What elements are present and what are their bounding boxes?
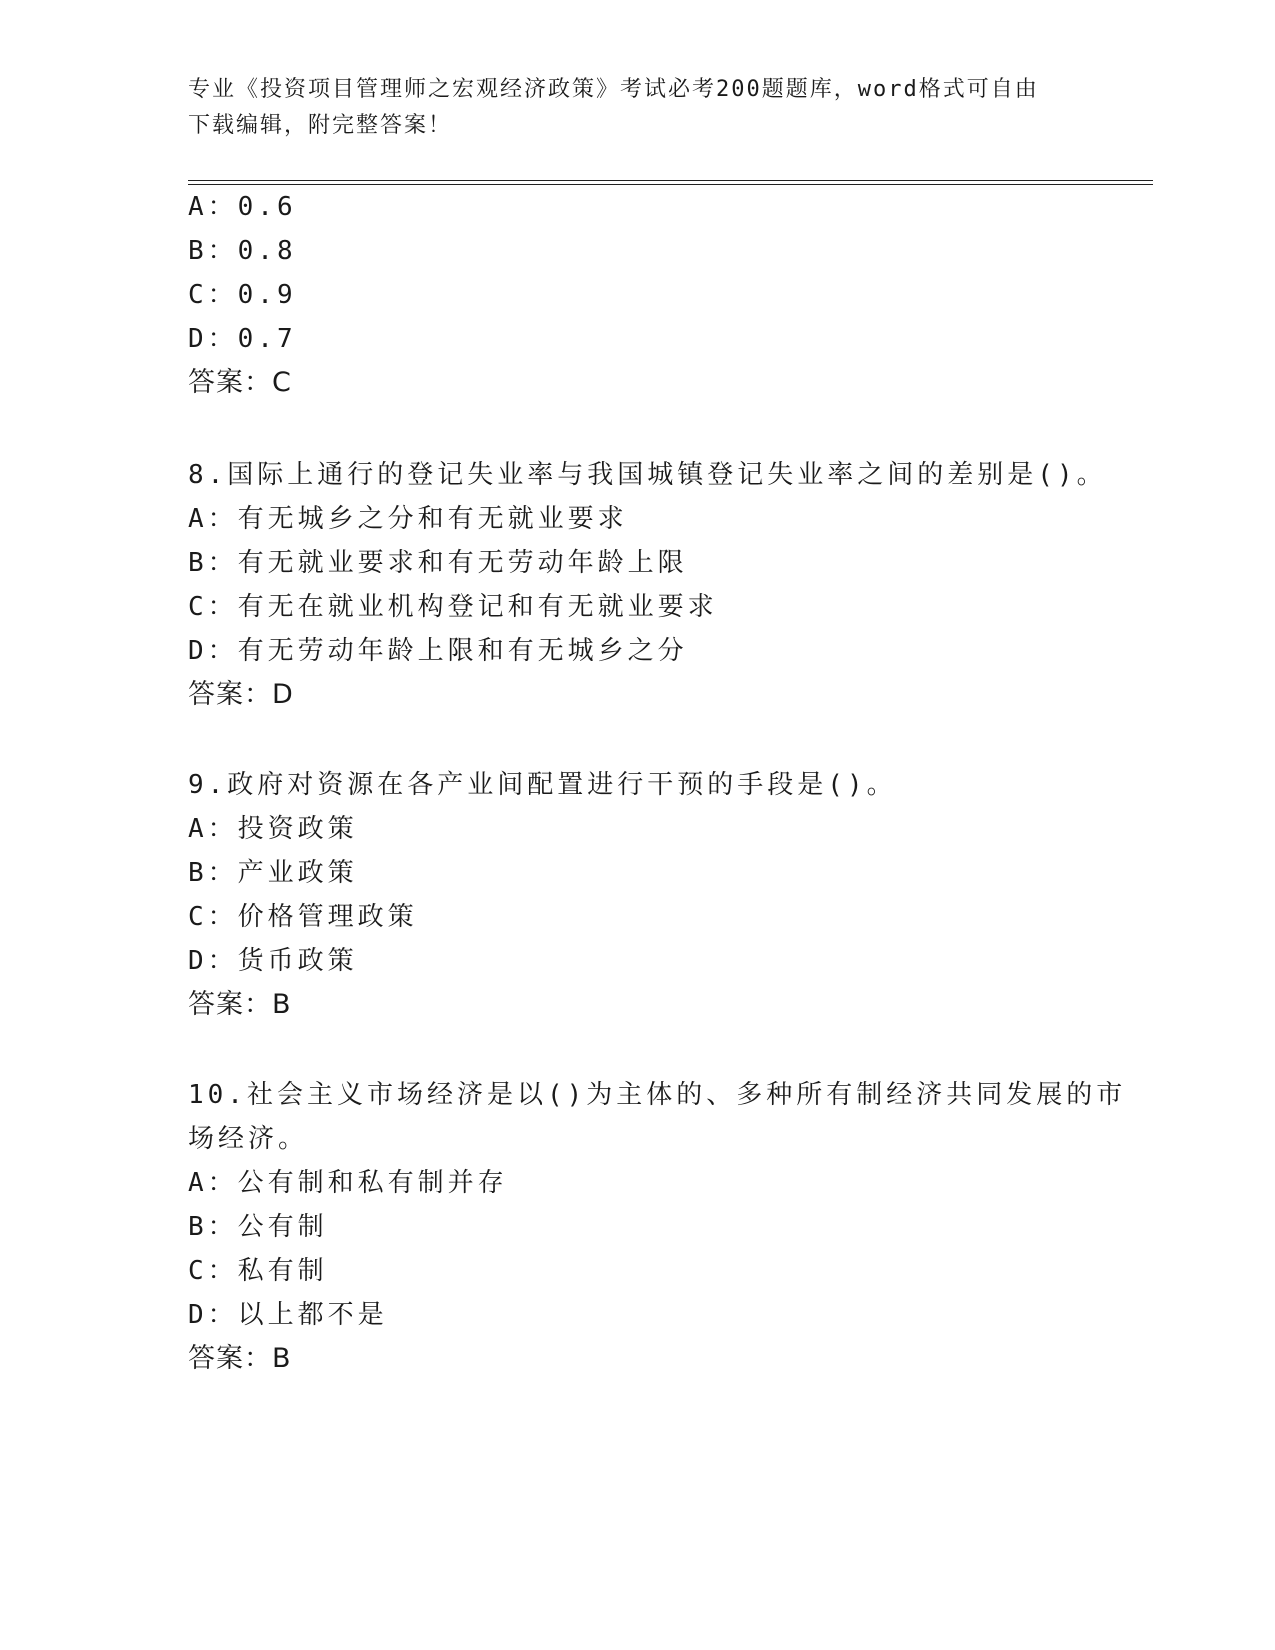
q7-option-d: D：0.7 xyxy=(188,324,297,354)
q7-option-a: A：0.6 xyxy=(188,192,297,222)
q9-option-c: C：价格管理政策 xyxy=(188,902,418,932)
header-line-1: 专业《投资项目管理师之宏观经济政策》考试必考200题题库，word格式可自由 xyxy=(188,77,1039,102)
q10-question-line-2: 场经济。 xyxy=(188,1124,309,1154)
q10-option-a: A：公有制和私有制并存 xyxy=(188,1168,508,1198)
q8-option-d: D：有无劳动年龄上限和有无城乡之分 xyxy=(188,636,688,666)
q7-option-c: C：0.9 xyxy=(188,280,297,310)
document-header xyxy=(188,72,1088,144)
q7-answer: 答案：C xyxy=(188,367,292,398)
q10-option-d: D：以上都不是 xyxy=(188,1300,388,1330)
header-rule-top xyxy=(188,180,1153,181)
q8-option-a: A：有无城乡之分和有无就业要求 xyxy=(188,504,628,534)
header-rule-bottom xyxy=(188,184,1153,185)
q9-option-d: D：货币政策 xyxy=(188,946,358,976)
q8-option-b: B：有无就业要求和有无劳动年龄上限 xyxy=(188,548,688,578)
q10-question-line-1: 10.社会主义市场经济是以()为主体的、多种所有制经济共同发展的市 xyxy=(188,1080,1127,1110)
q8-answer: 答案：D xyxy=(188,679,294,710)
q10-answer: 答案：B xyxy=(188,1343,292,1374)
q9-option-a: A：投资政策 xyxy=(188,814,358,844)
q8-option-c: C：有无在就业机构登记和有无就业要求 xyxy=(188,592,718,622)
q9-option-b: B：产业政策 xyxy=(188,858,358,888)
q10-option-c: C：私有制 xyxy=(188,1256,328,1286)
q7-option-b: B：0.8 xyxy=(188,236,297,266)
q10-option-b: B：公有制 xyxy=(188,1212,328,1242)
q8-question: 8.国际上通行的登记失业率与我国城镇登记失业率之间的差别是()。 xyxy=(188,460,1107,490)
q9-answer: 答案：B xyxy=(188,989,292,1020)
header-line-2: 下载编辑，附完整答案！ xyxy=(188,113,453,138)
q9-question: 9.政府对资源在各产业间配置进行干预的手段是()。 xyxy=(188,770,897,800)
